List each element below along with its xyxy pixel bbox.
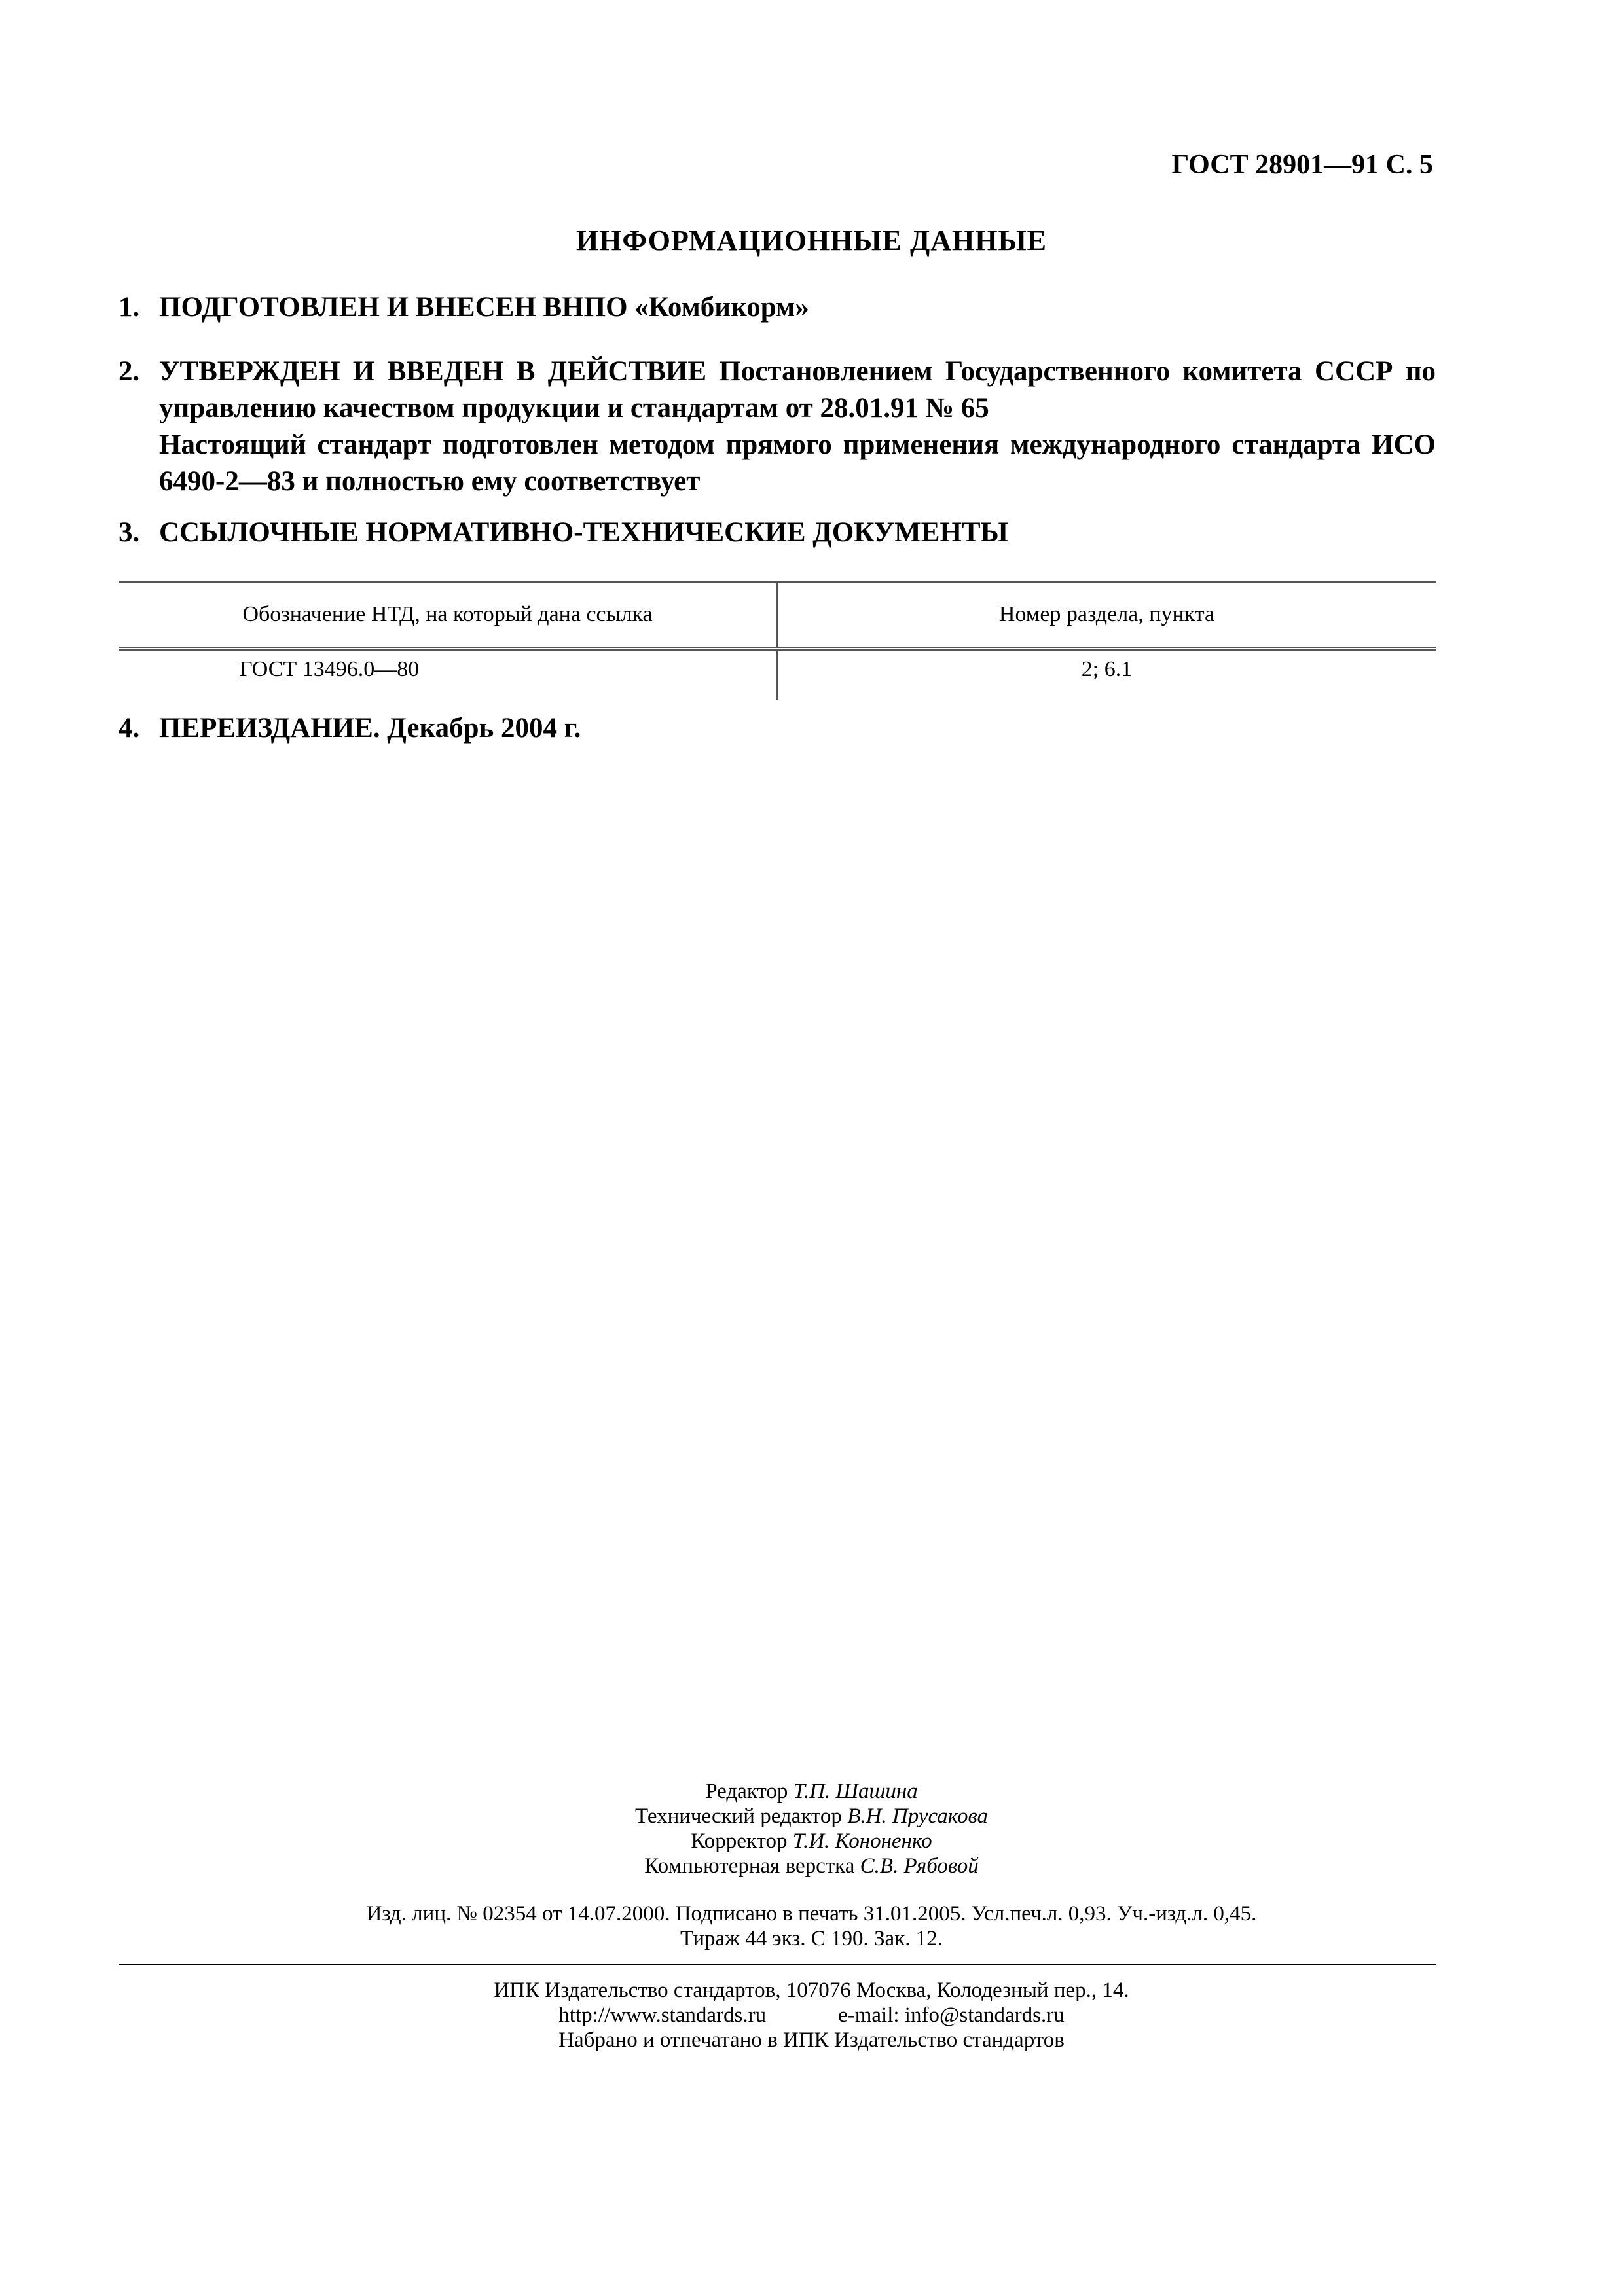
publication-line-1: Изд. лиц. № 02354 от 14.07.2000. Подписано в печать 31.01.2005. Усл.печ.л. 0,93. Уч.-изд.л. 0,45. <box>366 1902 1257 1926</box>
publication-info <box>0 1901 1623 1951</box>
publisher-email[interactable]: e-mail: info@standards.ru <box>838 2003 1065 2027</box>
table-row <box>119 649 1436 700</box>
column-header-section: Номер раздела, пункта <box>777 582 1436 649</box>
item-text: ПОДГОТОВЛЕН И ВНЕСЕН ВНПО «Комбикорм» <box>159 292 809 323</box>
info-item-1 <box>119 289 1436 326</box>
credit-line <box>0 1854 1623 1878</box>
credit-role: Технический редактор <box>634 1804 842 1828</box>
page-title: ИНФОРМАЦИОННЫЕ ДАННЫЕ <box>575 224 1048 257</box>
credit-role: Компьютерная верстка <box>644 1854 855 1878</box>
page-header-code: ГОСТ 28901—91 С. 5 <box>1171 150 1433 180</box>
info-item-4 <box>119 710 1436 747</box>
publisher-url[interactable]: http://www.standards.ru <box>558 2003 767 2027</box>
info-item-2 <box>119 353 1436 500</box>
publisher-printed: Набрано и отпечатано в ИПК Издательство стандартов <box>558 2028 1065 2052</box>
publisher-address: ИПК Издательство стандартов, 107076 Москва, Колодезный пер., 14. <box>494 1979 1129 2002</box>
item-number: 1. <box>119 292 140 323</box>
table-cell-section: 2; 6.1 <box>1081 657 1133 681</box>
table-cell-designation: ГОСТ 13496.0—80 <box>119 649 777 700</box>
item-number: 3. <box>119 517 140 548</box>
divider <box>119 1964 1436 1965</box>
credit-line <box>0 1804 1623 1829</box>
credit-name: С.В. Рябовой <box>860 1854 979 1878</box>
credit-role: Корректор <box>691 1829 788 1853</box>
table-header-row <box>119 582 1436 649</box>
column-header-designation: Обозначение НТД, на который дана ссылка <box>119 582 777 649</box>
credit-name: Т.И. Кононенко <box>792 1829 932 1853</box>
credit-line <box>0 1779 1623 1804</box>
credit-line <box>0 1829 1623 1854</box>
item-number: 2. <box>119 356 140 387</box>
publisher-contacts <box>0 2003 1623 2028</box>
editorial-credits <box>0 1779 1623 1878</box>
publication-line-2: Тираж 44 экз. С 190. Зак. 12. <box>680 1927 943 1950</box>
publisher-info <box>0 1978 1623 2053</box>
item-text: УТВЕРЖДЕН И ВВЕДЕН В ДЕЙСТВИЕ Постановлением Государственного комитета СССР по управлению качеством продукции и стандартам от 28.01.91 № 65 <box>159 356 1436 423</box>
reference-table <box>119 581 1436 700</box>
item-text: ССЫЛОЧНЫЕ НОРМАТИВНО-ТЕХНИЧЕСКИЕ ДОКУМЕНТЫ <box>159 517 1008 548</box>
item-note: Настоящий стандарт подготовлен методом прямого применения международного стандарта ИСО 6490-2—83 и полностью ему соответствует <box>159 429 1436 497</box>
credit-name: Т.П. Шашина <box>793 1780 918 1803</box>
item-number: 4. <box>119 713 140 744</box>
credit-name: В.Н. Прусакова <box>847 1804 989 1828</box>
info-item-3 <box>119 514 1436 551</box>
credit-role: Редактор <box>705 1780 788 1803</box>
item-text: ПЕРЕИЗДАНИЕ. Декабрь 2004 г. <box>159 713 581 744</box>
